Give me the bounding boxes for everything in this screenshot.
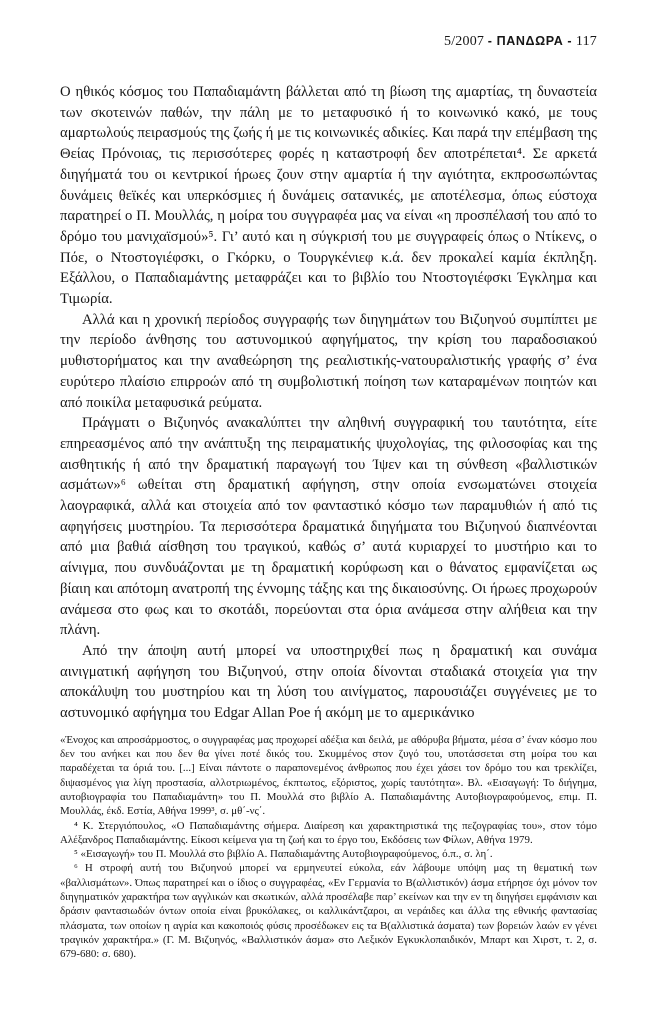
running-header	[444, 34, 597, 50]
footnote: ⁴ Κ. Στεργιόπουλος, «Ο Παπαδιαμάντης σήμερα. Διαίρεση και χαρακτηριστικά της πεζογραφίας του», στον τόμο Αλέξανδρος Παπαδιαμάντης. Είκοσι κείμενα για τη ζωή και το έργο του, Εκδόσεις των Φίλων, Αθήνα 1979.	[60, 819, 597, 846]
paragraph: Αλλά και η χρονική περίοδος συγγραφής των διηγημάτων του Βιζυηνού συμπίπτει με την περίοδο άνθησης του αστυνομικού αφηγήματος, την κρίση του παραδοσιακού μυθιστορήματος και την αναθεώρηση της ρεαλιστικής-νατουραλιστικής γραφής σ’ ένα ευρύτερο πλαίσιο επιρροών από τη συμβολιστική ποίηση των καταραμένων ποιητών και από ποικίλα μεταφυσικά ρεύματα.	[60, 311, 597, 411]
page-number: 117	[575, 34, 597, 49]
issue-number: 5/2007	[444, 34, 485, 49]
paragraph: Ο ηθικός κόσμος του Παπαδιαμάντη βάλλεται από τη βίωση της αμαρτίας, τη δυναστεία των σκοτεινών παθών, την πάλη με το μεταφυσικό ή το κοινωνικό κακό, με τους αμαρτωλούς πειρασμούς της ζωής ή με τις κοινωνικές αδικίες. Και παρά την επέμβαση της Θείας Πρόνοιας, τις περισσότερες φορές η καταστροφή δεν αποτρέπεται⁴. Σε αρκετά διηγήματά του οι κεντρικοί ήρωες ζουν στην αμαρτία ή την αγιότητα, εκπροσωπώντας δυνάμεις θεϊκές και υπερκόσμιες ή δυνάμεις σατανικές, με αποτέλεσμα, όπως εύστοχα παρατηρεί ο Π. Μουλλάς, η μοίρα του συγγραφέα μας να είναι «η προσπέλασή του από το δρόμο του μανιχαϊσμού»⁵. Γι’ αυτό και η σύγκρισή του με συγγραφείς όπως ο Ντίκενς, ο Πόε, ο Ντοστογιέφσκι, ο Γκόρκυ, ο Τουργκένιεφ κ.ά. δεν προκαλεί καμία έκπληξη. Εξάλλου, ο Παπαδιαμάντης μεταφράζει και το βιβλίο του Ντοστογιέφσκι Έγκλημα και Τιμωρία.	[60, 84, 597, 308]
footnotes	[60, 733, 597, 962]
paragraph: Από την άποψη αυτή μπορεί να υποστηριχθεί πως η δραματική και συνάμα αινιγματική αφήγηση του Βιζυηνού, στην οποία δίνονται σταδιακά στοιχεία για την αποκάλυψη του μυστηρίου και τη λύση του αινίγματος, παρουσιάζει συγγένειες με το αστυνομικό αφήγημα του Edgar Allan Poe ή ακόμη με το αμερικάνικο	[60, 642, 597, 722]
footnote: ⁵ «Εισαγωγή» του Π. Μουλλά στο βιβλίο Α. Παπαδιαμάντης Αυτοβιογραφούμενος, ό.π., σ. λη΄.	[74, 848, 493, 861]
paragraph: Πράγματι ο Βιζυηνός ανακαλύπτει την αληθινή συγγραφική του ταυτότητα, είτε επηρεασμένος από την ανάπτυξη της πειραματικής ψυχολογίας, της φιλοσοφίας και της αισθητικής ή από την δραματική παραγωγή του Ίψεν και τη σύνθεση «βαλλιστικών ασμάτων»⁶ ωθείται στη δραματική αφήγηση, στην οποία ενσωματώνει στοιχεία λαογραφικά, αλλά και στοιχεία από τον φανταστικό κόσμο των παραμυθιών ή από τις αφηγήσεις μυστηρίου. Τα περισσότερα δραματικά διηγήματα του Βιζυηνού διαπνέονται από μια βαθιά αίσθηση του τραγικού, καθώς σ’ αυτά κυριαρχεί το μυστήριο και το αίνιγμα, που συνδυάζονται με τη δραματική κορύφωση και ο θάνατος εμφανίζεται ως βίαιη και απότομη ανατροπή της έννομης τάξης και της δικαιοσύνης. Οι ήρωες προχωρούν ανάμεσα στο φως και το σκοτάδι, πορεύονται στα όρια ανάμεσα στην αλήθεια και την πλάνη.	[60, 415, 597, 639]
footnote-continuation: «Ένοχος και απροσάρμοστος, ο συγγραφέας μας προχωρεί αδέξια και δειλά, με αθόρυβα βήματα, μέσα σ’ έναν κόσμο που δεν του ανήκει και που δεν θα γίνει ποτέ δικός του. Σκυμμένος στον ζυγό του, υποτάσσεται στη μοίρα του και παραδέχεται τα όριά του. [...] Είναι πάντοτε ο παραπονεμένος άνθρωπος που έχει χάσει τον δρόμο του και τρεκλίζει, διψασμένος για λίγη προστασία, αλλοτριωμένος, έκπτωτος, εξόριστος, χωρίς ταυτότητα». Βλ. «Εισαγωγή: Το διήγημα, αυτοβιογραφία του Παπαδιαμάντη» του Π. Μουλλά στο βιβλίο Α. Παπαδιαμάντης Αυτοβιογραφούμενος, επιμ. Π. Μουλλάς, έκδ. Εστία, Αθήνα 1999³, σ. μθ΄-νς΄.	[60, 733, 597, 818]
main-text	[60, 82, 597, 724]
footnote: ⁶ Η στροφή αυτή του Βιζυηνού μπορεί να ερμηνευτεί εύκολα, εάν λάβουμε υπόψη μας τη θεματική των «βαλλισμάτων». Όπως παρατηρεί και ο ίδιος ο συγγραφέας, «Εν Γερμανία το Β(αλλιστικόν) άσμα ετήρησε όχι μόνον τον διηγηματικόν χαρακτήρα των αγγλικών και σκωτικών, αλλά προσέλαβε παρ’ εκείνων και την εν τη διηγήσει εμφάνισιν και δράσιν φαντασιωδών όντων οποία είναι βρυκόλακες, οι καλλικάντζαροι, αι νεράιδες και άλλα της εθνικής φαντασίας πλάσματα, των οποίων η αγρία και κακοποιός φύσις προσέδωκεν εις τα Β(αλλιστικά άσματα) των βορειών λαών εν γένει τραγικόν χαρακτήρα.» (Γ. Μ. Βιζυηνός, «Βαλλιστικόν άσμα» στο Λεξικόν Εγκυκλοπαιδικόν, Μπαρτ και Χιρστ, τ. 2, σ. 679-680: σ. 680).	[60, 862, 597, 961]
journal-logo: - ΠΑΝΔΩΡΑ -	[487, 34, 573, 48]
